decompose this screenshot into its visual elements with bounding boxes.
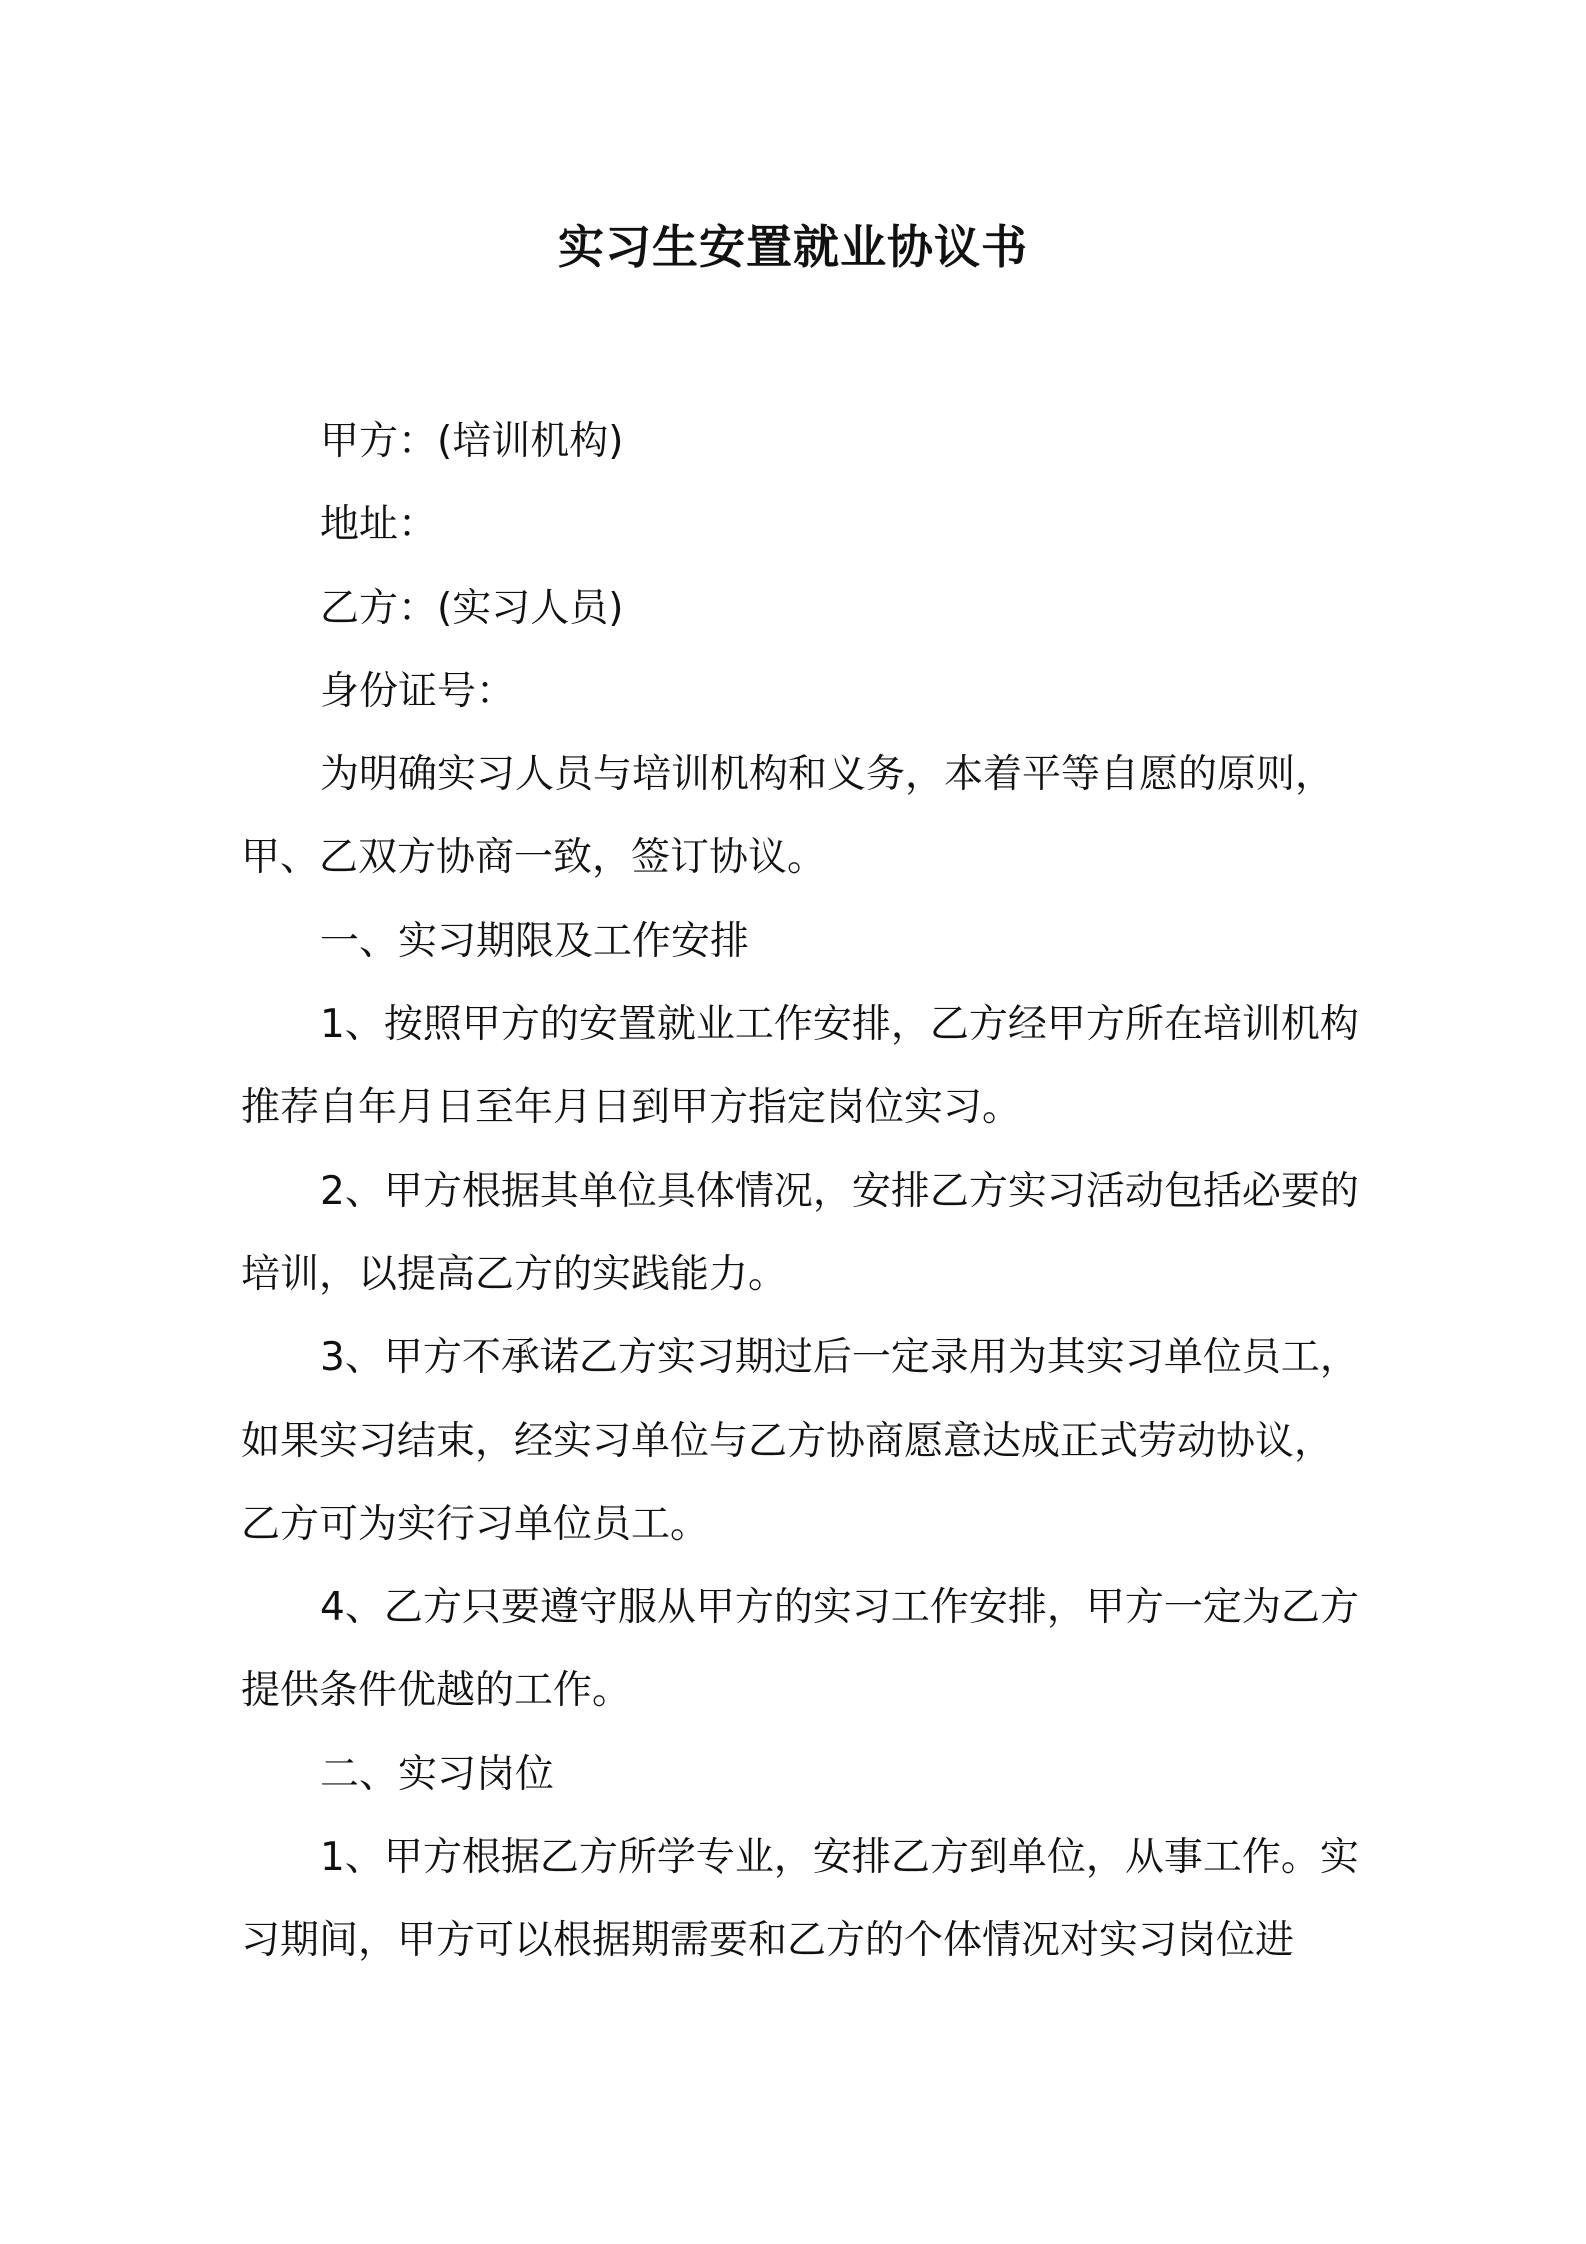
party-a-line: 甲方：(培训机构) (320, 419, 624, 464)
document-body (241, 400, 1361, 1983)
clause-1-4: 4、乙方只要遵守服从甲方的实习工作安排，甲方一定为乙方提供条件优越的工作。 (241, 1585, 1359, 1714)
preamble-paragraph: 为明确实习人员与培训机构和义务，本着平等自愿的原则，甲、乙双方协商一致，签订协议。 (241, 752, 1335, 881)
document-title: 实习生安置就业协议书 (558, 220, 1028, 274)
section-heading-1: 一、实习期限及工作安排 (320, 918, 750, 964)
section-heading-2: 二、实习岗位 (320, 1751, 555, 1797)
party-b-line: 乙方：(实习人员) (320, 585, 624, 631)
address-line: 地址： (320, 502, 438, 548)
id-number-line: 身份证号： (320, 668, 516, 714)
clause-1-1: 1、按照甲方的安置就业工作安排，乙方经甲方所在培训机构推荐自年月日至年月日到甲方指定岗位实习。 (241, 1002, 1359, 1131)
clause-2-1: 1、甲方根据乙方所学专业，安排乙方到单位，从事工作。实习期间，甲方可以根据期需要和乙方的个体情况对实习岗位进 (241, 1835, 1359, 1964)
clause-1-2: 2、甲方根据其单位具体情况，安排乙方实习活动包括必要的培训，以提高乙方的实践能力。 (241, 1168, 1359, 1297)
clause-1-3: 3、甲方不承诺乙方实习期过后一定录用为其实习单位员工，如果实习结束，经实习单位与乙方协商愿意达成正式劳动协议，乙方可为实行习单位员工。 (241, 1335, 1359, 1547)
